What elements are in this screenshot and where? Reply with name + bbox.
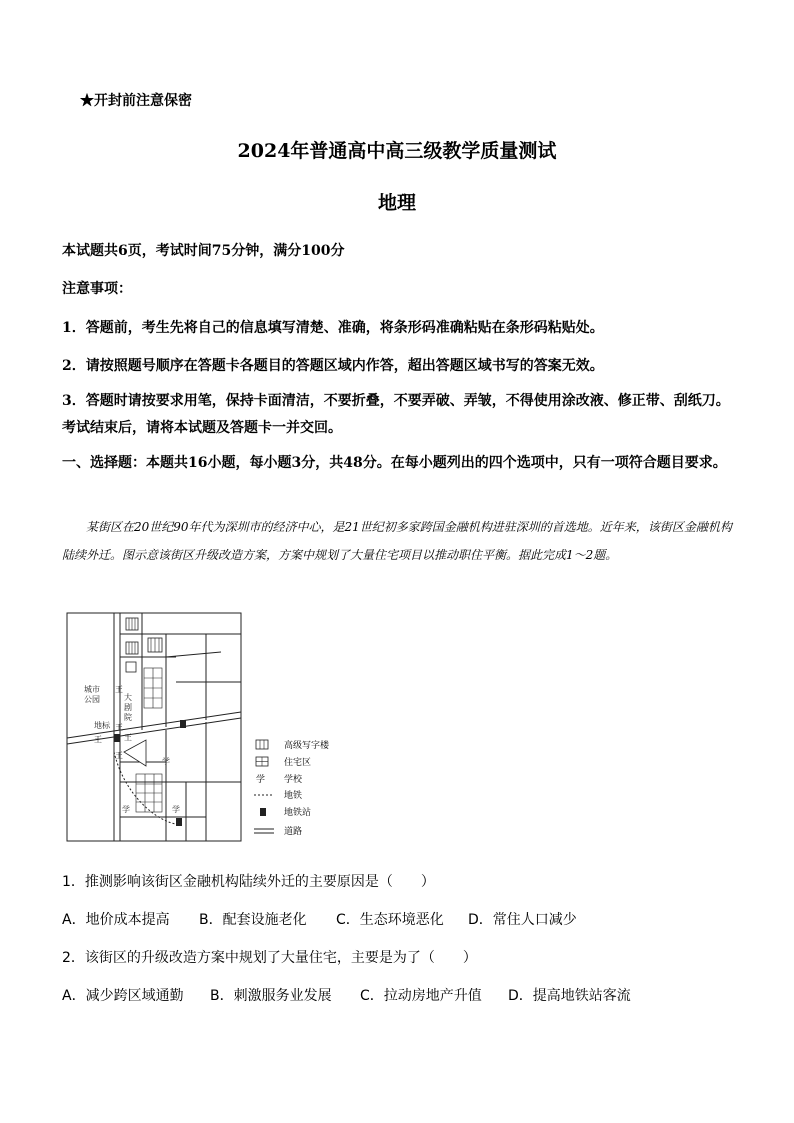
note-item-3: 3．答题时请按要求用笔，保持卡面清洁，不要折叠，不要弄破、弄皱，不得使用涂改液、修正带、刮纸刀。考试结束后，请将本试题及答题卡一并交回。: [62, 393, 730, 436]
subject-title: 地理: [377, 192, 416, 214]
map-label-w1: 王: [115, 685, 123, 694]
question-2-option-b[interactable]: B．刺激服务业发展: [210, 988, 332, 1004]
question-1-option-a[interactable]: A．地价成本提高: [62, 912, 170, 928]
question-2-stem: 2．该街区的升级改造方案中规划了大量住宅，主要是为了（ ）: [62, 950, 477, 966]
legend-school: [256, 773, 303, 785]
map-label-park-2: 公园: [84, 695, 100, 704]
notes-heading: 注意事项：: [62, 281, 132, 297]
map-label-landmark: 地标: [94, 721, 110, 730]
legend-label-school: 学校: [284, 775, 303, 785]
legend-label-metro: 地铁: [284, 791, 303, 801]
question-2-option-c[interactable]: C．拉动房地产升值: [360, 988, 482, 1004]
map-label-school-1: 学: [162, 757, 170, 766]
legend-metro: [254, 789, 302, 801]
legend-residential: [256, 756, 311, 768]
confidential-notice: ★开封前注意保密: [80, 93, 192, 109]
legend-metro-station: [260, 806, 311, 818]
map-label-w2: 王: [115, 723, 123, 732]
question-1-option-d[interactable]: D．常住人口减少: [468, 912, 577, 928]
question-2-option-a[interactable]: A．减少跨区域通勤: [62, 988, 184, 1004]
map-label-w4: 王: [124, 733, 132, 742]
legend-office-tower: [256, 739, 330, 751]
map-legend: [254, 739, 330, 837]
note-item-2: 2．请按照题号顺序在答题卡各题目的答题区域内作答，超出答题区域书写的答案无效。: [62, 358, 604, 374]
map-label-school-2: 学: [122, 805, 130, 814]
question-1-option-b[interactable]: B．配套设施老化: [199, 912, 307, 928]
legend-school-symbol: 学: [256, 775, 266, 785]
note-item-1: 1．答题前，考生先将自己的信息填写清楚、准确，将条形码准确粘贴在条形码粘贴处。: [62, 320, 604, 336]
exam-title: 2024年普通高中高三级教学质量测试: [237, 140, 557, 162]
map-label-w5: 王: [115, 751, 123, 760]
legend-label-residential: 住宅区: [284, 758, 312, 768]
question-2-options: [62, 985, 742, 1005]
map-label-school-3: 学: [172, 805, 180, 814]
district-map: [66, 612, 336, 842]
question-1-stem: 1．推测影响该街区金融机构陆续外迁的主要原因是（ ）: [62, 874, 435, 890]
exam-info: 本试题共6页，考试时间75分钟，满分100分: [62, 243, 345, 259]
reading-passage: 某街区在20世纪90年代为深圳市的经济中心，是21世纪初多家跨国金融机构进驻深圳的首选地。近年来，该街区金融机构陆续外迁。图示意该街区升级改造方案，方案中规划了大量住宅项目以推动职住平衡。据此完成1～2题。: [62, 520, 732, 562]
metro-station-icon: [260, 808, 266, 816]
legend-label-office: 高级写字楼: [284, 741, 330, 751]
question-1-options: [62, 909, 742, 929]
legend-label-station: 地铁站: [284, 808, 312, 818]
map-label-w3: 王: [94, 735, 102, 744]
map-label-theater-2: 剧: [124, 703, 132, 712]
legend-road: [254, 825, 302, 837]
question-2-option-d[interactable]: D．提高地铁站客流: [508, 988, 631, 1004]
legend-label-road: 道路: [284, 827, 303, 837]
section-heading: 一、选择题：本题共16小题，每小题3分，共48分。在每小题列出的四个选项中，只有一项符合题目要求。: [62, 455, 727, 471]
office-tower-block: [126, 662, 136, 672]
map-label-theater-1: 大: [124, 693, 132, 702]
map-label-theater-3: 院: [124, 713, 132, 722]
question-1-option-c[interactable]: C．生态环境恶化: [336, 912, 444, 928]
map-label-park-1: 城市: [84, 685, 100, 694]
